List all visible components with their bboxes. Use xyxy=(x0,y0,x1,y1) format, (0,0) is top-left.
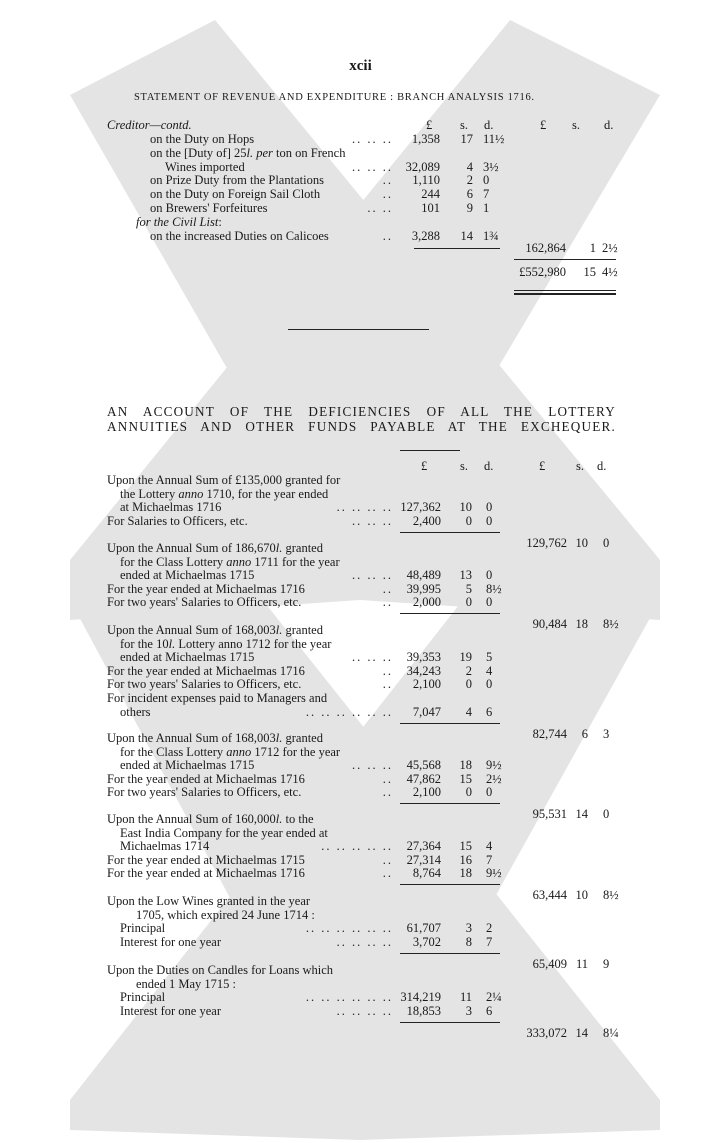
account-line-shillings: 3 xyxy=(465,921,472,935)
account-line-text xyxy=(120,745,340,759)
account-line-shillings: 18 xyxy=(459,866,472,880)
row-label-cont: ton on French xyxy=(272,146,346,160)
leader-dots: .. .. .. .. .. .. xyxy=(305,921,393,935)
acct-col-s-head-2: s. xyxy=(576,459,584,473)
account-line-text xyxy=(107,623,323,637)
account-line-text xyxy=(107,866,305,880)
account-line-text xyxy=(120,487,328,501)
row-label: on the Duty on Hops xyxy=(150,132,255,146)
block-total-shillings: 6 xyxy=(581,727,588,741)
line-label: Upon the Annual Sum of 160,000 xyxy=(107,812,276,826)
col-s-head: s. xyxy=(460,118,468,132)
statement-total-pounds: £552,980 xyxy=(519,265,566,279)
account-title-line2: ANNUITIES AND OTHER FUNDS PAYABLE AT THE EXCHEQUER. xyxy=(107,419,616,434)
account-line-shillings: 13 xyxy=(459,568,472,582)
statement-row-text xyxy=(150,173,324,187)
line-label-italic: l. xyxy=(275,623,283,637)
grand-total-double-rule xyxy=(514,293,616,295)
statement-row-text xyxy=(150,201,268,215)
statement-row-shillings: 14 xyxy=(460,229,473,243)
leader-dots: .. .. .. .. .. .. xyxy=(305,705,393,719)
account-line-shillings: 2 xyxy=(465,664,472,678)
acct-col-d-head: d. xyxy=(484,459,494,473)
statement-row-text xyxy=(150,132,254,146)
account-line-pence: 9½ xyxy=(486,866,502,880)
line-label: For two years' Salaries to Officers, etc. xyxy=(107,677,302,691)
account-line-pounds: 2,400 xyxy=(412,514,441,528)
line-label-italic: anno xyxy=(226,745,252,759)
statement-row-text xyxy=(136,215,222,229)
leader-dots: .. xyxy=(382,853,393,867)
line-label-italic: l. xyxy=(275,541,283,555)
leader-dots: .. .. .. .. xyxy=(336,500,393,514)
account-line-text xyxy=(120,568,254,582)
leader-dots: .. xyxy=(382,785,393,799)
leader-dots: .. .. .. xyxy=(352,132,393,146)
leader-dots: .. .. .. xyxy=(352,758,393,772)
block-total-shillings: 14 xyxy=(575,1026,588,1040)
account-line-shillings: 3 xyxy=(465,1004,472,1018)
line-label: Interest for one year xyxy=(120,935,221,949)
account-line-pence: 2¼ xyxy=(486,990,502,1004)
line-label-italic: anno xyxy=(226,555,252,569)
account-line-pence: 2 xyxy=(486,921,493,935)
account-line-pence: 2½ xyxy=(486,772,502,786)
leader-dots: .. .. .. .. .. xyxy=(321,839,393,853)
statement-row-pence: 7 xyxy=(483,187,490,201)
block-subtotal-rule xyxy=(400,613,500,614)
col-s-head-2: s. xyxy=(572,118,580,132)
leader-dots: .. .. .. xyxy=(352,160,393,174)
line-label-cont: granted xyxy=(282,541,323,555)
line-label-italic: l. xyxy=(168,637,176,651)
account-line-shillings: 15 xyxy=(459,839,472,853)
block-subtotal-rule xyxy=(400,723,500,724)
line-label: Principal xyxy=(120,990,166,1004)
account-line-text xyxy=(120,650,254,664)
line-label: at Michaelmas 1716 xyxy=(120,500,222,514)
block-total-pence: 0 xyxy=(603,536,610,550)
account-line-pence: 7 xyxy=(486,853,493,867)
block-total-pence: 3 xyxy=(603,727,610,741)
statement-row-shillings: 2 xyxy=(466,173,473,187)
account-line-pounds: 2,100 xyxy=(412,677,441,691)
account-title-line1: AN ACCOUNT OF THE DEFICIENCIES OF ALL THE LOTTERY xyxy=(107,404,616,419)
account-line-pence: 5 xyxy=(486,650,493,664)
account-line-pence: 0 xyxy=(486,677,493,691)
account-line-pence: 7 xyxy=(486,935,493,949)
account-line-pounds: 45,568 xyxy=(406,758,441,772)
leader-dots: .. xyxy=(382,187,393,201)
block-total-pounds: 82,744 xyxy=(532,727,567,741)
statement-row-pence: 0 xyxy=(483,173,490,187)
account-line-text xyxy=(107,582,305,596)
line-label: 1705, which expired 24 June 1714 : xyxy=(136,908,315,922)
block-total-shillings: 18 xyxy=(575,617,588,631)
account-line-shillings: 11 xyxy=(459,990,472,1004)
line-label: For two years' Salaries to Officers, etc. xyxy=(107,785,302,799)
account-line-pounds: 34,243 xyxy=(406,664,441,678)
leader-dots: .. xyxy=(382,866,393,880)
statement-total-pence: 4½ xyxy=(602,265,618,279)
line-label: others xyxy=(120,705,151,719)
statement-row-pounds: 32,089 xyxy=(405,160,440,174)
line-label-cont: 1710, for the year ended xyxy=(203,487,329,501)
heading-rule xyxy=(400,450,460,451)
account-line-pence: 4 xyxy=(486,839,493,853)
account-line-text xyxy=(107,677,301,691)
statement-row-pounds: 244 xyxy=(421,187,440,201)
statement-subtotal-pence: 2½ xyxy=(602,241,618,255)
leader-dots: .. .. .. .. xyxy=(336,935,393,949)
acct-col-pound-head-2: £ xyxy=(539,459,546,473)
line-label: for the Class Lottery xyxy=(120,745,227,759)
account-line-pounds: 127,362 xyxy=(400,500,441,514)
line-label: Upon the Low Wines granted in the year xyxy=(107,894,311,908)
block-total-pence: 8¼ xyxy=(603,1026,619,1040)
line-label-cont: granted xyxy=(282,623,323,637)
leader-dots: .. xyxy=(382,173,393,187)
statement-row-pounds: 3,288 xyxy=(411,229,440,243)
account-line-text xyxy=(107,772,305,786)
leader-dots: .. .. .. .. .. .. xyxy=(305,990,393,1004)
line-label: ended 1 May 1715 : xyxy=(136,977,236,991)
line-label-italic: anno xyxy=(178,487,204,501)
account-line-pence: 9½ xyxy=(486,758,502,772)
account-line-pounds: 2,000 xyxy=(412,595,441,609)
leader-dots: .. .. .. xyxy=(352,514,393,528)
creditor-label: Creditor xyxy=(107,118,150,132)
row-label-suffix: : xyxy=(218,215,222,229)
account-line-pence: 6 xyxy=(486,1004,493,1018)
statement-row-pence: 3½ xyxy=(483,160,499,174)
account-line-text xyxy=(136,908,315,922)
account-line-text xyxy=(107,473,340,487)
account-line-pence: 6 xyxy=(486,705,493,719)
account-line-pounds: 18,853 xyxy=(406,1004,441,1018)
section-divider xyxy=(288,329,429,330)
block-total-pence: 8½ xyxy=(603,617,619,631)
line-label-cont: granted xyxy=(282,731,323,745)
account-line-pounds: 7,047 xyxy=(412,705,441,719)
leader-dots: .. xyxy=(382,664,393,678)
line-label: For the year ended at Michaelmas 1716 xyxy=(107,582,305,596)
block-total-pounds: 129,762 xyxy=(526,536,567,550)
account-line-pounds: 61,707 xyxy=(406,921,441,935)
account-line-shillings: 0 xyxy=(465,514,472,528)
page-number: xcii xyxy=(349,58,372,74)
col-pound-head-2: £ xyxy=(540,118,547,132)
statement-row-text xyxy=(150,146,345,160)
block-total-pounds: 90,484 xyxy=(532,617,567,631)
leader-dots: .. .. .. .. xyxy=(336,1004,393,1018)
account-line-pounds: 48,489 xyxy=(406,568,441,582)
account-line-pence: 4 xyxy=(486,664,493,678)
account-line-text xyxy=(107,731,323,745)
statement-row-shillings: 9 xyxy=(466,201,473,215)
line-label: For the year ended at Michaelmas 1716 xyxy=(107,866,305,880)
block-total-pence: 8½ xyxy=(603,888,619,902)
block-total-shillings: 14 xyxy=(575,807,588,821)
acct-col-d-head-2: d. xyxy=(597,459,607,473)
statement-row-pence: 11½ xyxy=(483,132,505,146)
line-label: For the year ended at Michaelmas 1715 xyxy=(107,853,305,867)
account-line-text xyxy=(120,826,328,840)
line-label: For incident expenses paid to Managers and xyxy=(107,691,328,705)
account-line-shillings: 8 xyxy=(465,935,472,949)
account-line-pounds: 39,353 xyxy=(406,650,441,664)
account-line-pence: 0 xyxy=(486,595,493,609)
block-subtotal-rule xyxy=(400,953,500,954)
statement-row-text xyxy=(150,229,329,243)
line-label: East India Company for the year ended at xyxy=(120,826,328,840)
account-line-shillings: 15 xyxy=(459,772,472,786)
line-label: For the year ended at Michaelmas 1716 xyxy=(107,772,305,786)
block-total-pounds: 63,444 xyxy=(532,888,567,902)
account-line-pounds: 8,764 xyxy=(412,866,441,880)
statement-total-shillings: 15 xyxy=(583,265,596,279)
line-label: For the year ended at Michaelmas 1716 xyxy=(107,664,305,678)
statement-subtotal-pounds: 162,864 xyxy=(525,241,566,255)
block-total-pence: 0 xyxy=(603,807,610,821)
block-subtotal-rule xyxy=(400,803,500,804)
account-line-text xyxy=(107,691,327,705)
line-label: Upon the Annual Sum of 186,670 xyxy=(107,541,276,555)
statement-row-pounds: 1,358 xyxy=(411,132,440,146)
line-label: Upon the Annual Sum of 168,003 xyxy=(107,623,276,637)
account-line-pence: 8½ xyxy=(486,582,502,596)
account-line-shillings: 16 xyxy=(459,853,472,867)
account-line-text xyxy=(120,500,221,514)
row-label: for the Civil List xyxy=(136,215,219,229)
block-subtotal-rule xyxy=(400,1022,500,1023)
statement-title: STATEMENT OF REVENUE AND EXPENDITURE : BRANCH ANALYSIS 1716. xyxy=(134,92,535,103)
creditor-heading xyxy=(107,118,192,132)
leader-dots: .. .. xyxy=(367,201,393,215)
account-line-shillings: 5 xyxy=(465,582,472,596)
statement-row-shillings: 6 xyxy=(466,187,473,201)
account-line-text xyxy=(136,977,236,991)
account-line-shillings: 4 xyxy=(465,705,472,719)
statement-row-shillings: 4 xyxy=(466,160,473,174)
block-total-shillings: 10 xyxy=(575,888,588,902)
leader-dots: .. .. .. xyxy=(352,568,393,582)
col-pound-head: £ xyxy=(426,118,433,132)
account-line-text xyxy=(107,595,301,609)
account-line-shillings: 0 xyxy=(465,785,472,799)
account-line-text xyxy=(107,812,314,826)
line-label-cont: to the xyxy=(282,812,314,826)
line-label: for the 10 xyxy=(120,637,169,651)
row-label: on the [Duty of] 25 xyxy=(150,146,247,160)
account-line-shillings: 0 xyxy=(465,595,472,609)
account-line-text xyxy=(120,758,254,772)
total-rule xyxy=(514,259,616,260)
account-line-pence: 0 xyxy=(486,568,493,582)
account-line-pounds: 2,100 xyxy=(412,785,441,799)
block-total-pence: 9 xyxy=(603,957,610,971)
leader-dots: .. xyxy=(382,677,393,691)
account-line-shillings: 10 xyxy=(459,500,472,514)
row-label: on Brewers' Forfeitures xyxy=(150,201,268,215)
account-line-pounds: 3,702 xyxy=(412,935,441,949)
account-line-text xyxy=(107,541,323,555)
account-line-text xyxy=(107,963,333,977)
line-label: For Salaries to Officers, etc. xyxy=(107,514,248,528)
account-line-text xyxy=(120,921,165,935)
statement-row-pence: 1 xyxy=(483,201,490,215)
block-subtotal-rule xyxy=(400,884,500,885)
row-label: on the Duty on Foreign Sail Cloth xyxy=(150,187,321,201)
block-total-shillings: 11 xyxy=(575,957,588,971)
account-line-pounds: 314,219 xyxy=(400,990,441,1004)
line-label-cont: Lottery anno 1712 for the year xyxy=(175,637,332,651)
statement-row-pence: 1¾ xyxy=(483,229,499,243)
line-label: for the Class Lottery xyxy=(120,555,227,569)
acct-col-pound-head: £ xyxy=(421,459,428,473)
line-label: ended at Michaelmas 1715 xyxy=(120,758,255,772)
account-line-text xyxy=(107,664,305,678)
account-line-pounds: 27,314 xyxy=(406,853,441,867)
account-line-pounds: 47,862 xyxy=(406,772,441,786)
statement-row-pounds: 101 xyxy=(421,201,440,215)
leader-dots: .. .. .. xyxy=(352,650,393,664)
statement-subtotal-shillings: 1 xyxy=(589,241,596,255)
line-label: Interest for one year xyxy=(120,1004,221,1018)
block-total-pounds: 95,531 xyxy=(532,807,567,821)
account-line-text xyxy=(120,990,165,1004)
block-total-shillings: 10 xyxy=(575,536,588,550)
line-label: Upon the Annual Sum of 168,003 xyxy=(107,731,276,745)
col-d-head: d. xyxy=(484,118,494,132)
col-d-head-2: d. xyxy=(604,118,614,132)
line-label: the Lottery xyxy=(120,487,179,501)
line-label: ended at Michaelmas 1715 xyxy=(120,568,255,582)
block-total-pounds: 65,409 xyxy=(532,957,567,971)
row-label-italic: l. per xyxy=(246,146,273,160)
block-subtotal-rule xyxy=(400,532,500,533)
account-line-pence: 0 xyxy=(486,500,493,514)
line-label-cont: 1712 for the year xyxy=(251,745,341,759)
line-label: Michaelmas 1714 xyxy=(120,839,210,853)
account-line-text xyxy=(107,853,305,867)
account-line-shillings: 0 xyxy=(465,677,472,691)
account-line-pounds: 27,364 xyxy=(406,839,441,853)
row-label: Wines imported xyxy=(165,160,245,174)
line-label: ended at Michaelmas 1715 xyxy=(120,650,255,664)
statement-row-shillings: 17 xyxy=(460,132,473,146)
line-label-italic: l. xyxy=(275,731,283,745)
line-label: Principal xyxy=(120,921,166,935)
row-label: on Prize Duty from the Plantations xyxy=(150,173,324,187)
leader-dots: .. xyxy=(382,582,393,596)
account-line-text xyxy=(107,785,301,799)
account-line-text xyxy=(107,514,248,528)
account-line-text xyxy=(120,935,221,949)
account-line-text xyxy=(120,705,151,719)
line-label: Upon the Duties on Candles for Loans which xyxy=(107,963,334,977)
creditor-contd: —contd. xyxy=(149,118,192,132)
account-line-shillings: 19 xyxy=(459,650,472,664)
account-line-pounds: 39,995 xyxy=(406,582,441,596)
account-line-text xyxy=(120,637,331,651)
subtotal-rule xyxy=(414,248,500,249)
account-line-pence: 0 xyxy=(486,514,493,528)
leader-dots: .. xyxy=(382,229,393,243)
account-line-pence: 0 xyxy=(486,785,493,799)
statement-row-pounds: 1,110 xyxy=(412,173,440,187)
account-line-shillings: 18 xyxy=(459,758,472,772)
account-line-text xyxy=(120,1004,221,1018)
grand-total-double-rule xyxy=(514,290,616,291)
statement-row-text xyxy=(150,187,320,201)
line-label: For two years' Salaries to Officers, etc. xyxy=(107,595,302,609)
leader-dots: .. xyxy=(382,772,393,786)
row-label: on the increased Duties on Calicoes xyxy=(150,229,329,243)
line-label-cont: 1711 for the year xyxy=(251,555,340,569)
leader-dots: .. xyxy=(382,595,393,609)
acct-col-s-head: s. xyxy=(460,459,468,473)
line-label-italic: l. xyxy=(275,812,283,826)
line-label: Upon the Annual Sum of £135,000 granted for xyxy=(107,473,341,487)
account-line-text xyxy=(107,894,310,908)
account-line-text xyxy=(120,839,209,853)
account-line-text xyxy=(120,555,340,569)
statement-row-text xyxy=(165,160,245,174)
block-total-pounds: 333,072 xyxy=(526,1026,567,1040)
